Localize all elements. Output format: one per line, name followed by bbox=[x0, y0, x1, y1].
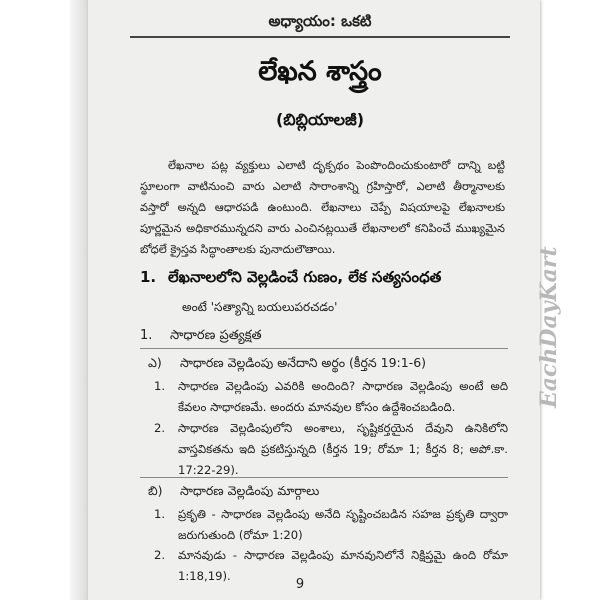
item-a-heading-text: సాధారణ వెల్లడింపు అనేదాని అర్థం (కీర్తన 19:1-6) bbox=[180, 355, 427, 370]
section-note: అంటే 'సత్యాన్ని బయలుపరచడం' bbox=[182, 300, 338, 314]
section-heading bbox=[140, 268, 510, 290]
item-b-letter: బి) bbox=[148, 483, 163, 498]
list-item-text: మానవుడు - సాధారణ వెల్లడింపు మానవునిలోనే నిక్షిప్తమై ఉంది రోమా 1:18,19). bbox=[178, 548, 508, 583]
subsection-heading bbox=[140, 328, 262, 346]
subsection-divider bbox=[140, 348, 508, 349]
list-item bbox=[154, 376, 508, 418]
list-item-number: 1. bbox=[154, 507, 166, 521]
page-title: లేఖన శాస్త్రం bbox=[258, 56, 382, 87]
item-b-heading-text: సాధారణ వెల్లడింపు మార్గాలు bbox=[180, 483, 320, 498]
book-spine bbox=[70, 0, 88, 600]
list-item-number: 1. bbox=[154, 379, 166, 393]
watermark-logo: EachDayKart bbox=[536, 246, 562, 408]
list-item-number: 2. bbox=[154, 421, 166, 435]
item-a-letter: ఎ) bbox=[148, 355, 162, 370]
item-b-heading bbox=[148, 483, 319, 502]
list-item-number: 2. bbox=[154, 548, 166, 562]
chapter-header: అధ్యాయం: ఒకటి bbox=[268, 12, 372, 30]
list-item-text: ప్రకృతి - సాధారణ వెల్లడింపు అనేది సృష్టించబడిన సహజ ప్రకృతి ద్వారా జరుగుతుంది (రోమా 1:20) bbox=[178, 507, 508, 542]
list-item bbox=[154, 418, 508, 481]
subsection-number: 1. bbox=[140, 328, 153, 343]
section-heading-text: లేఖనాలలోని వెల్లడించే గుణం, లేక సత్యసంధత bbox=[168, 268, 442, 286]
item-divider bbox=[140, 477, 508, 478]
item-a-heading bbox=[148, 355, 426, 374]
intro-paragraph: లేఖనాల పట్ల వ్యక్తులు ఎలాటి దృక్పథం పెంపొందించుకుంటారో దాన్ని బట్టి స్థూలంగా వాటినుంచి వారు ఎలాటి సారాంశాన్ని గ్రహిస్తారో, ఎలాటి తీర్మానాలకు వస్తారో అన్నది ఆధారపడి ఉంటుంది. లేఖనాలు చెప్పే విషయాలపై లేఖనాలకు పూర్ణమైన అధికారమున్నదని వారు ఎంచినట్లయితే లేఖనాలలో కనిపించే ముఖ్యమైన బోధలే క్రైస్తవ సిద్ధాంతాలకు పునాదులౌతాయి. bbox=[140, 159, 505, 256]
subsection-heading-text: సాధారణ ప్రత్యక్షత bbox=[170, 328, 262, 343]
list-item-text: సాధారణ వెల్లడింపులోని అంశాలు, సృష్టికర్తయైన దేవుని ఉనికిలోని వాస్తవికతను ఇది ప్రకటిస్తున్నది (కీర్తన 19; రోమా 1; కీర్తన 8; అపో.కా. 17:22-29). bbox=[178, 421, 508, 477]
page-number: 9 bbox=[295, 577, 305, 592]
list-item-text: సాధారణ వెల్లడింపు ఎవరికి అందింది? సాధారణ వెల్లడింపు అంటే అది కేవలం సాధారణమే. అందరు మానవుల కోసం ఉద్దేశించబడింది. bbox=[178, 379, 508, 414]
list-item bbox=[154, 545, 508, 587]
page-subtitle: (బిబ్లియాలజీ) bbox=[275, 110, 365, 129]
section-number: 1. bbox=[140, 268, 157, 286]
list-item bbox=[154, 504, 508, 546]
header-divider bbox=[130, 36, 510, 38]
